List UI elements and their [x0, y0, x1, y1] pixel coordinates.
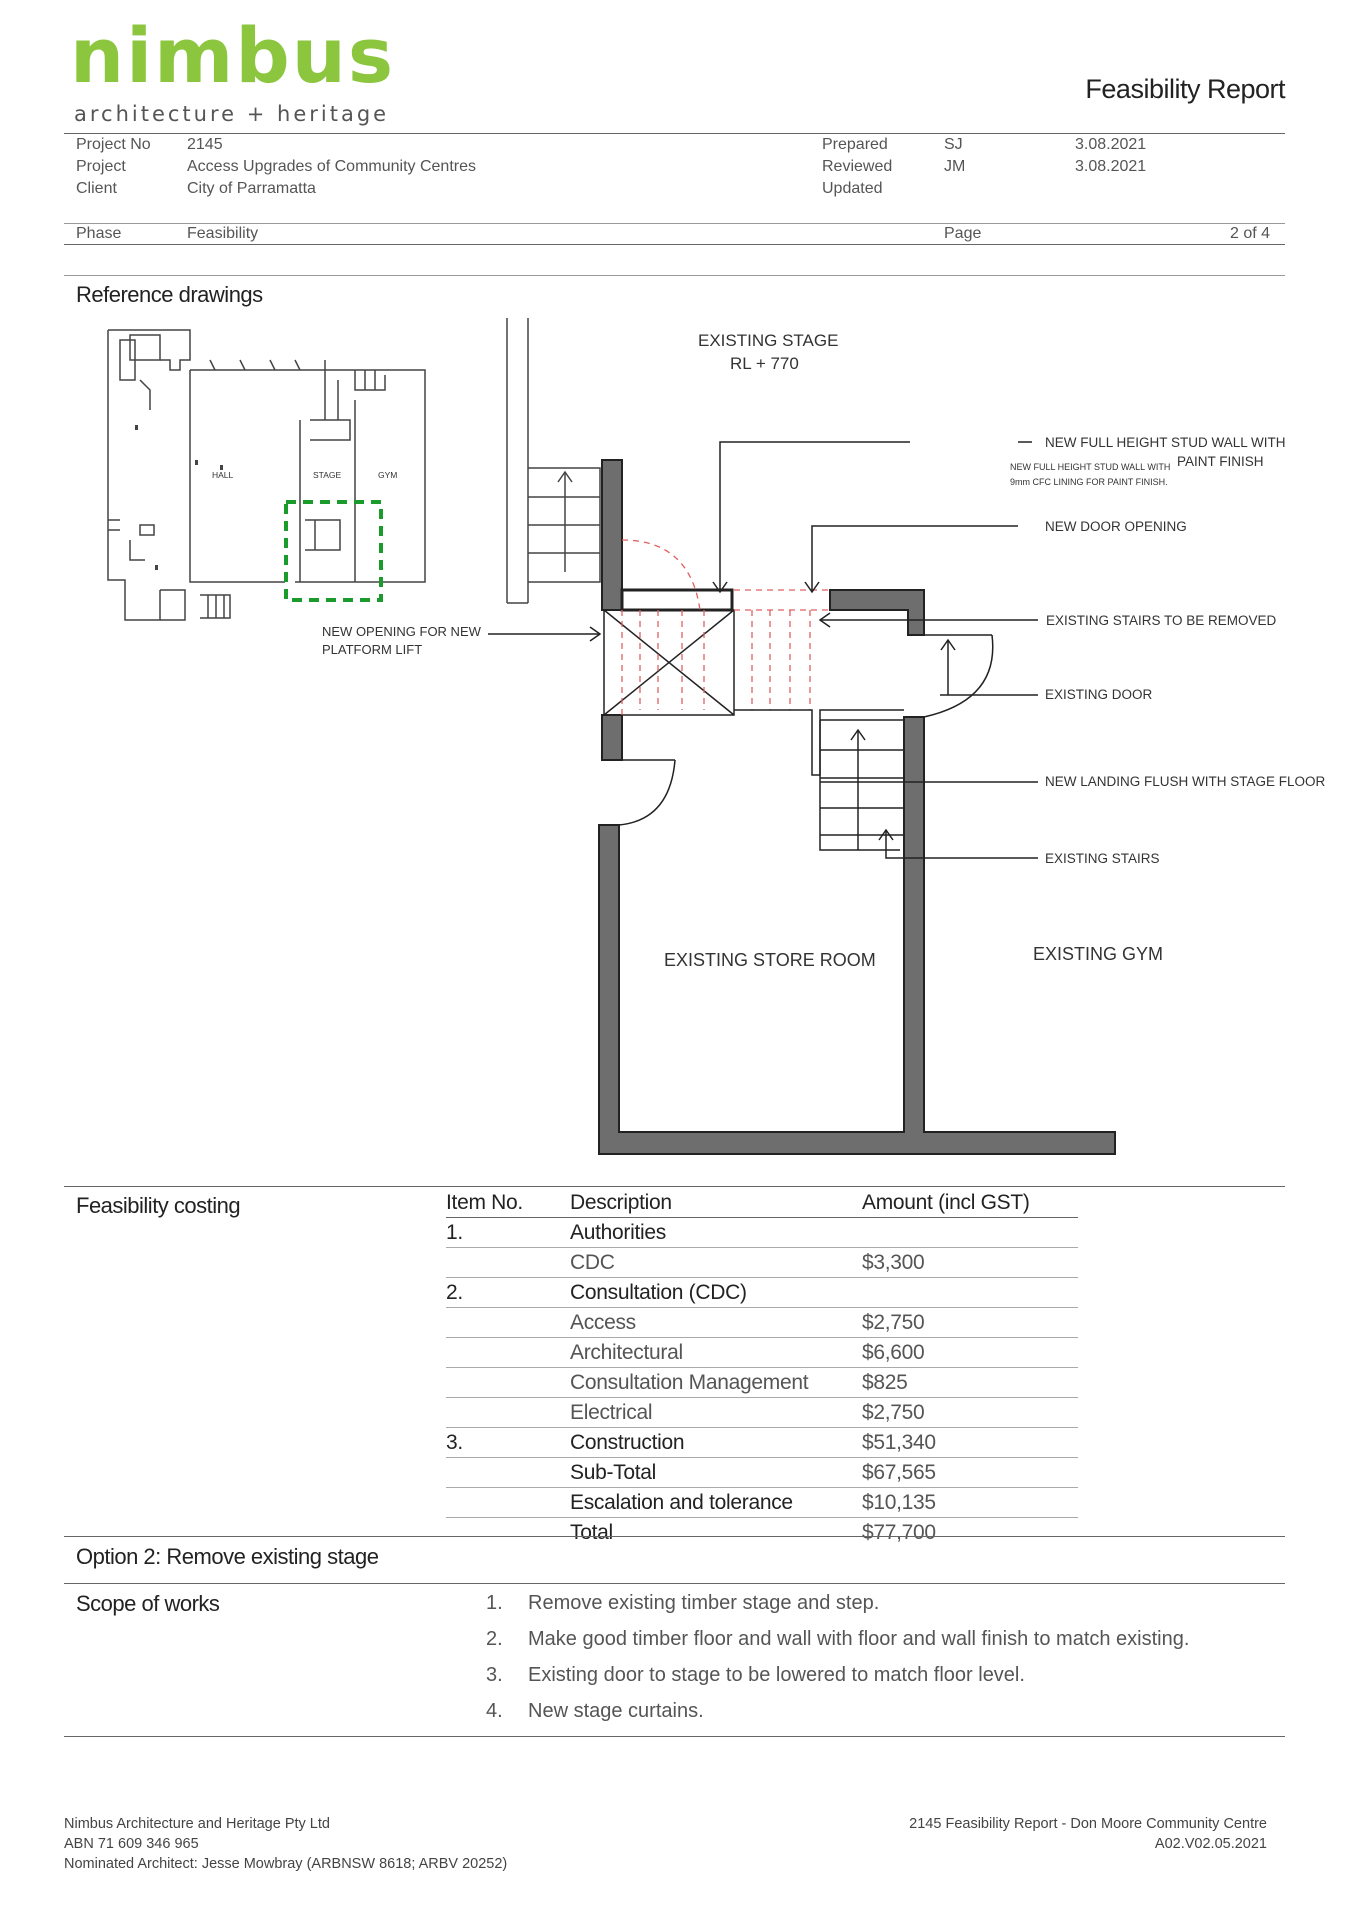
table-row: [446, 1398, 1078, 1428]
list-item: [486, 1660, 1189, 1696]
list-item: [486, 1624, 1189, 1660]
item-no: [446, 1248, 570, 1278]
table-row: [446, 1488, 1078, 1518]
updated-label: Updated: [822, 180, 883, 197]
header-item-no: Item No.: [446, 1188, 570, 1218]
costing-divider: [64, 1186, 1285, 1187]
description: Consultation (CDC): [570, 1278, 862, 1308]
item-no: 2.: [446, 1278, 570, 1308]
item-no: [446, 1308, 570, 1338]
item-no: [446, 1368, 570, 1398]
reviewed-label: Reviewed: [822, 158, 893, 175]
label-stud-wall-finish: PAINT FINISH: [1177, 454, 1264, 469]
reference-drawings-title: Reference drawings: [76, 282, 263, 307]
scope-num: 2.: [486, 1628, 503, 1650]
item-no: 3.: [446, 1428, 570, 1458]
project-label: Project: [76, 158, 126, 175]
label-existing-gym: EXISTING GYM: [1033, 944, 1164, 964]
phase-value: Feasibility: [187, 225, 259, 242]
key-plan-stage: STAGE: [313, 470, 342, 480]
project-no: 2145: [187, 136, 223, 153]
description: Electrical: [570, 1398, 862, 1428]
footer-right: [909, 1814, 1267, 1854]
amount: $67,565: [862, 1458, 1078, 1488]
review-initials: [944, 134, 965, 178]
label-new-door-opening: NEW DOOR OPENING: [1045, 519, 1187, 534]
scope-num: 4.: [486, 1700, 503, 1722]
header-amount: Amount (incl GST): [862, 1188, 1078, 1218]
description: Construction: [570, 1428, 862, 1458]
table-row: [446, 1368, 1078, 1398]
page-label: Page: [944, 225, 982, 242]
item-no: [446, 1398, 570, 1428]
label-new-landing: NEW LANDING FLUSH WITH STAGE FLOOR: [1045, 774, 1326, 789]
label-existing-stage: EXISTING STAGE: [698, 331, 839, 350]
amount: [862, 1218, 1078, 1248]
footer-doc-ref: A02.V02.05.2021: [1154, 1836, 1267, 1852]
list-item: [486, 1696, 1189, 1732]
description: Architectural: [570, 1338, 862, 1368]
phase-label: Phase: [76, 225, 122, 242]
description: CDC: [570, 1248, 862, 1278]
prepared-date: 3.08.2021: [1075, 136, 1147, 153]
item-no: [446, 1458, 570, 1488]
company-logo-tagline: architecture + heritage: [74, 102, 390, 126]
costing-table: [446, 1188, 1078, 1547]
label-store-room: EXISTING STORE ROOM: [664, 950, 876, 970]
key-plan-hall: HALL: [212, 470, 234, 480]
key-plan-gym: GYM: [378, 470, 398, 480]
footer-left: [64, 1814, 507, 1874]
client-name: City of Parramatta: [187, 180, 316, 197]
description: Authorities: [570, 1218, 862, 1248]
amount: $51,340: [862, 1428, 1078, 1458]
amount: $77,700: [862, 1520, 936, 1544]
footer-doc-title: 2145 Feasibility Report - Don Moore Community Centre: [909, 1816, 1267, 1832]
item-no: [446, 1338, 570, 1368]
description: Total: [570, 1520, 613, 1544]
reviewed-date: 3.08.2021: [1075, 158, 1147, 175]
scope-text: Make good timber floor and wall with floor and wall finish to match existing.: [528, 1628, 1190, 1650]
prepared-label: Prepared: [822, 136, 888, 153]
feasibility-costing-title: Feasibility costing: [76, 1193, 241, 1218]
scope-divider: [64, 1583, 1285, 1584]
section-divider: [64, 275, 1285, 276]
footer-abn: ABN 71 609 346 965: [64, 1836, 199, 1852]
project-info-values: [187, 134, 476, 200]
label-stud-wall-small: NEW FULL HEIGHT STUD WALL WITH: [1010, 462, 1171, 472]
scope-text: Remove existing timber stage and step.: [528, 1592, 880, 1614]
table-row: [446, 1428, 1078, 1458]
project-no-label: Project No: [76, 136, 151, 153]
scope-end-divider: [64, 1736, 1285, 1737]
review-dates: [1075, 134, 1146, 178]
item-no: [446, 1518, 570, 1548]
table-row: [446, 1278, 1078, 1308]
amount: [862, 1278, 1078, 1308]
phase-divider: [64, 244, 1285, 245]
label-stud-wall-lining: 9mm CFC LINING FOR PAINT FINISH.: [1010, 477, 1168, 487]
table-row: [446, 1248, 1078, 1278]
label-stud-wall: NEW FULL HEIGHT STUD WALL WITH: [1045, 435, 1286, 450]
label-stairs-removed: EXISTING STAIRS TO BE REMOVED: [1046, 613, 1277, 628]
report-title: Feasibility Report: [1085, 74, 1285, 104]
description: Escalation and tolerance: [570, 1488, 862, 1518]
description: Access: [570, 1308, 862, 1338]
scope-list: [486, 1588, 1189, 1732]
option-divider: [64, 1536, 1285, 1537]
scope-of-works-title: Scope of works: [76, 1591, 220, 1616]
costing-header-row: [446, 1188, 1078, 1218]
label-new-opening: NEW OPENING FOR NEW: [322, 624, 481, 639]
table-row: [446, 1458, 1078, 1488]
amount: $6,600: [862, 1338, 1078, 1368]
footer-company: Nimbus Architecture and Heritage Pty Ltd: [64, 1816, 330, 1832]
label-existing-stairs: EXISTING STAIRS: [1045, 851, 1160, 866]
table-row: [446, 1338, 1078, 1368]
amount: $2,750: [862, 1398, 1078, 1428]
label-platform-lift: PLATFORM LIFT: [322, 642, 423, 657]
page-number: 2 of 4: [1229, 225, 1270, 242]
scope-text: New stage curtains.: [528, 1700, 704, 1722]
footer-architect: Nominated Architect: Jesse Mowbray (ARBNSW 8618; ARBV 20252): [64, 1856, 508, 1872]
label-existing-door: EXISTING DOOR: [1045, 687, 1153, 702]
detail-plan-drawing: [300, 310, 1365, 1170]
project-info-labels: [76, 134, 151, 200]
prepared-by: SJ: [944, 136, 963, 153]
reviewed-by: JM: [944, 158, 966, 175]
option-title: Option 2: Remove existing stage: [76, 1544, 379, 1569]
item-no: 1.: [446, 1218, 570, 1248]
scope-num: 3.: [486, 1664, 503, 1686]
list-item: [486, 1588, 1189, 1624]
amount: $2,750: [862, 1308, 1078, 1338]
label-stage-rl: RL + 770: [730, 354, 799, 373]
review-labels: [822, 134, 892, 200]
project-name: Access Upgrades of Community Centres: [187, 158, 476, 175]
table-row: [446, 1308, 1078, 1338]
amount: $3,300: [862, 1248, 1078, 1278]
description: Consultation Management: [570, 1368, 862, 1398]
company-logo: nimbus: [70, 11, 396, 100]
scope-text: Existing door to stage to be lowered to match floor level.: [528, 1664, 1025, 1686]
amount: $10,135: [862, 1488, 1078, 1518]
amount: $825: [862, 1368, 1078, 1398]
description: Sub-Total: [570, 1458, 862, 1488]
client-label: Client: [76, 180, 117, 197]
item-no: [446, 1488, 570, 1518]
header-description: Description: [570, 1188, 862, 1218]
scope-num: 1.: [486, 1592, 503, 1614]
table-row: [446, 1518, 1078, 1548]
table-row: [446, 1218, 1078, 1248]
